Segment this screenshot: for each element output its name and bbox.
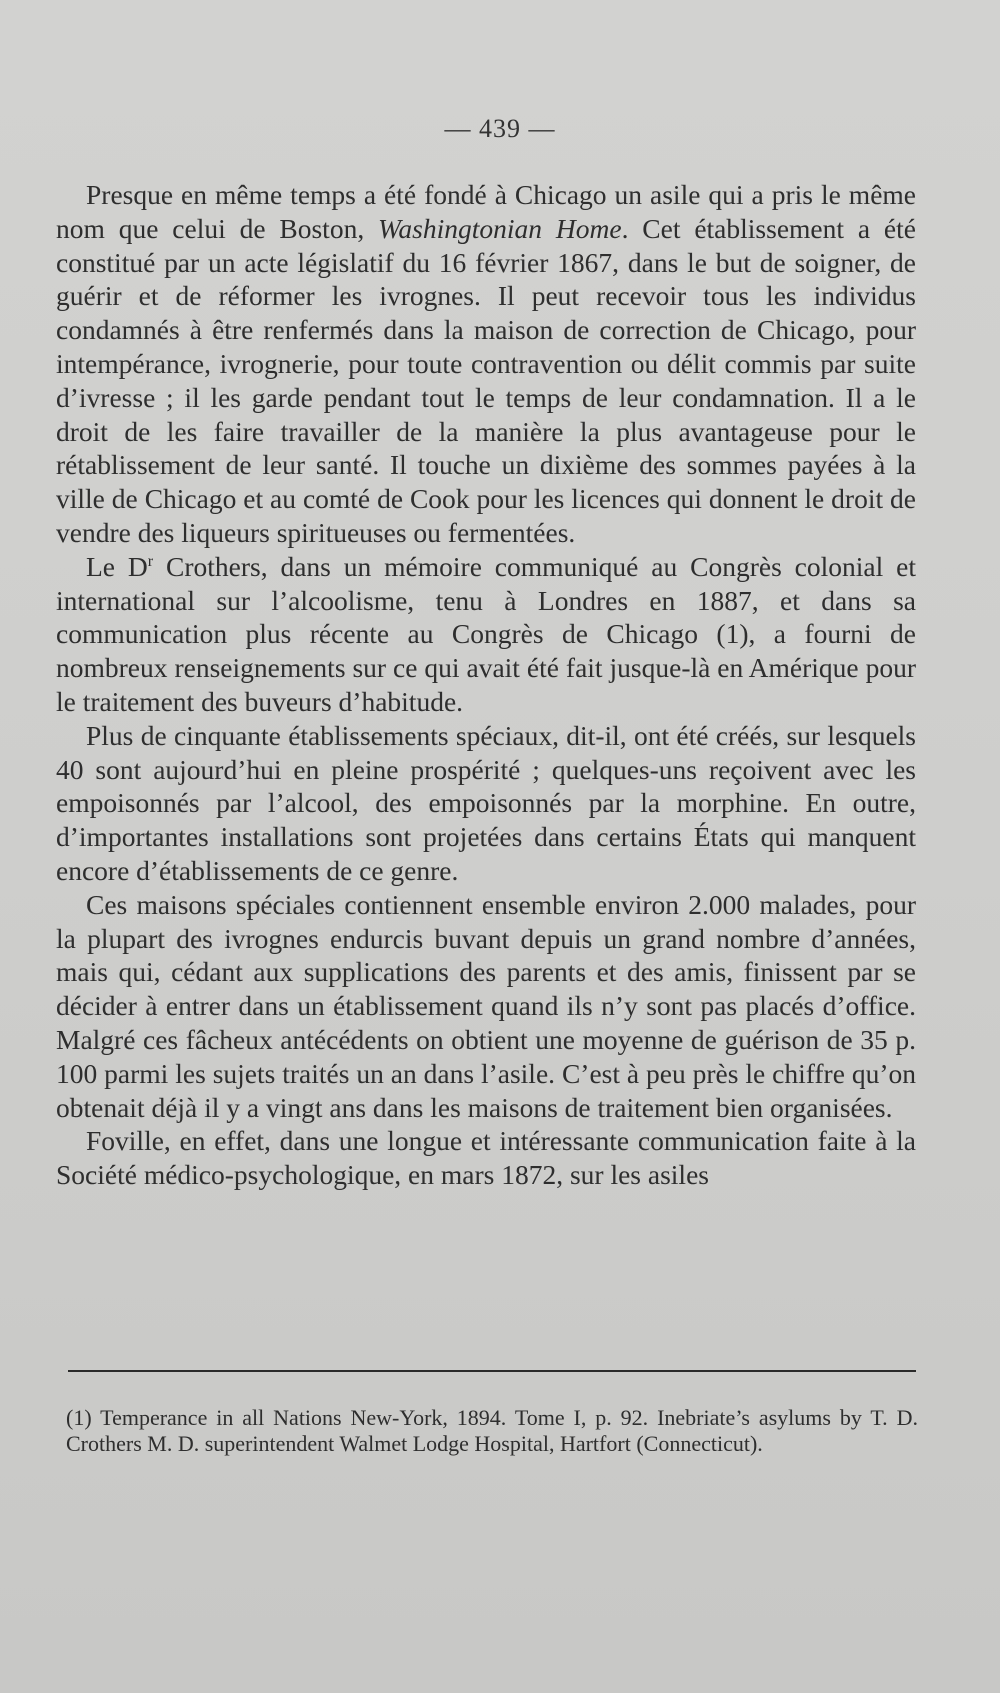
footnote [66,1405,918,1457]
paragraph-1-part-b: . Cet établissement a été constitué par un acte législatif du 16 février 1867, dans le but de soigner, de guérir et de réformer les ivrognes. Il peut recevoir tous les individus condamnés à être renfermés dans la maison de correction de Chicago, pour intempérance, ivrognerie, pour toute contravention ou délit commis par suite d’ivresse ; il les garde pendant tout le temps de leur condamnation. Il a le droit de les faire travailler de la manière la plus avantageuse pour le rétablissement de leur santé. Il touche un dixième des sommes payées à la ville de Chicago et au comté de Cook pour les licences qui donnent le droit de vendre des liqueurs spiritueuses ou fermentées. [56,212,916,548]
paragraph-2 [56,550,916,719]
footnote-text: (1) Temperance in all Nations New-York, 1894. Tome I, p. 92. Inebriate’s asylums by T. D. Crothers M. D. superintendent Walmet Lodge Hospital, Hartfort (Connecticut). [66,1405,918,1456]
paragraph-1 [56,178,916,550]
doctor-superscript: r [147,552,154,570]
footnote-divider [68,1370,916,1372]
institution-name: Washingtonian Home [378,212,622,244]
paragraph-2-part-b: Crothers, dans un mémoire communiqué au Congrès colonial et international sur l’alcoolisme, tenu à Londres en 1887, et dans sa communication plus récente au Congrès de Chicago (1), a fourni de nombreux renseignements sur ce qui avait été fait jusque-là en Amérique pour le traitement des buveurs d’habitude. [56,550,916,717]
paragraph-2-part-a: Le D [86,550,148,582]
paragraph-5: Foville, en effet, dans une longue et intéressante communication faite à la Société médico-psychologique, en mars 1872, sur les asiles [56,1125,916,1191]
page-number: — 439 — [444,114,556,143]
body-text [56,178,916,1192]
paragraph-3: Plus de cinquante établissements spéciaux, dit-il, ont été créés, sur lesquels 40 sont aujourd’hui en pleine prospérité ; quelques-uns reçoivent avec les empoisonnés par l’alcool, des empoisonnés par la morphine. En outre, d’importantes installations sont projetées dans certains États qui manquent encore d’établissements de ce genre. [56,719,916,886]
paragraph-4: Ces maisons spéciales contiennent ensemble environ 2.000 malades, pour la plupart des ivrognes endurcis buvant depuis un grand nombre d’années, mais qui, cédant aux supplications des parents et des amis, finissent par se décider à entrer dans un établissement quand ils n’y sont pas placés d’office. Malgré ces fâcheux antécédents on obtient une moyenne de guérison de 35 p. 100 parmi les sujets traités un an dans l’asile. C’est à peu près le chiffre qu’on obtenait déjà il y a vingt ans dans les maisons de traitement bien organisées. [56,888,916,1123]
paragraph-1-part-a: Presque en même temps a été fondé à Chicago un asile qui a pris le même nom que celui de Boston, [56,179,916,244]
